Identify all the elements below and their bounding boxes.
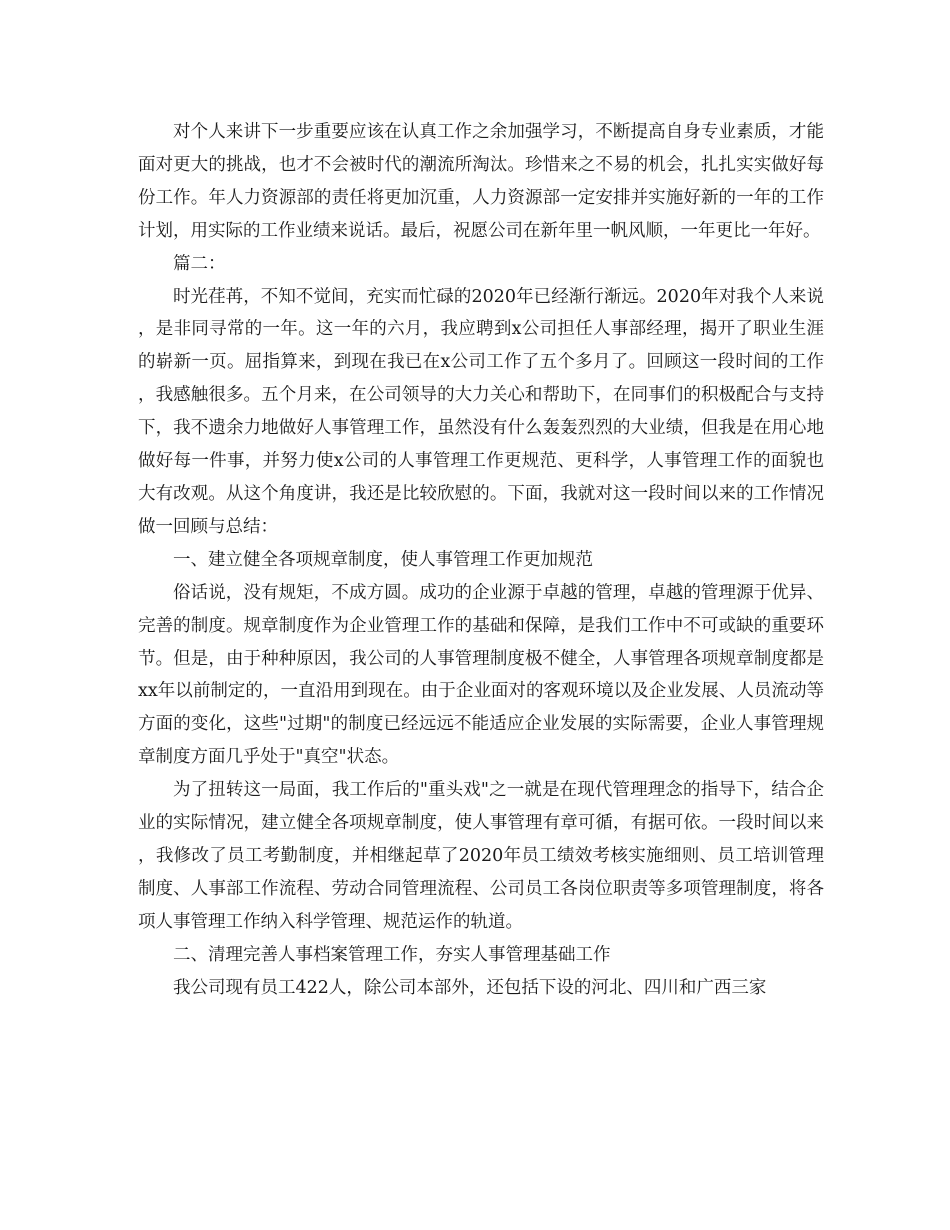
paragraph-staff-count: 我公司现有员工422人，除公司本部外，还包括下设的河北、四川和广西三家 — [173, 977, 767, 998]
heading-section-one: 一、建立健全各项规章制度，使人事管理工作更加规范 — [173, 549, 593, 570]
paragraph-rules-actions: 为了扭转这一局面，我工作后的"重头戏"之一就是在现代管理理念的指导下，结合企业的实际情况，建立健全各项规章制度，使人事管理有章可循，有据可依。一段时间以来，我修改了员工考勤制度，并相继起草了2020年员工绩效考核实施细则、员工培训管理制度、人事部工作流程、劳动合同管理流程、公司员工各岗位职责等多项管理制度，将各项人事管理工作纳入科学管理、规范运作的轨道。 — [138, 780, 824, 932]
section-label-part-two: 篇二： — [173, 253, 226, 274]
heading-section-two: 二、清理完善人事档案管理工作，夯实人事管理基础工作 — [173, 944, 611, 965]
paragraph-rules-background: 俗话说，没有规矩，不成方圆。成功的企业源于卓越的管理，卓越的管理源于优异、完善的制度。规章制度作为企业管理工作的基础和保障，是我们工作中不可或缺的重要环节。但是，由于种种原因，我公司的人事管理制度极不健全，人事管理各项规章制度都是xx年以前制定的，一直沿用到现在。由于企业面对的客观环境以及企业发展、人员流动等方面的变化，这些"过期"的制度已经远远不能适应企业发展的实际需要，企业人事管理规章制度方面几乎处于"真空"状态。 — [138, 582, 824, 768]
paragraph-closing: 对个人来讲下一步重要应该在认真工作之余加强学习，不断提高自身专业素质，才能面对更大的挑战，也才不会被时代的潮流所淘汰。珍惜来之不易的机会，扎扎实实做好每份工作。年人力资源部的责任将更加沉重，人力资源部一定安排并实施好新的一年的工作计划，用实际的工作业绩来说话。最后，祝愿公司在新年里一帆风顺，一年更比一年好。 — [138, 122, 824, 241]
paragraph-intro: 时光荏苒，不知不觉间，充实而忙碌的2020年已经渐行渐远。2020年对我个人来说，是非同寻常的一年。这一年的六月，我应聘到x公司担任人事部经理，揭开了职业生涯的崭新一页。屈指算来，到现在我已在x公司工作了五个多月了。回顾这一段时间的工作，我感触很多。五个月来，在公司领导的大力关心和帮助下，在同事们的积极配合与支持下，我不遗余力地做好人事管理工作，虽然没有什么轰轰烈烈的大业绩，但我是在用心地做好每一件事，并努力使x公司的人事管理工作更规范、更科学，人事管理工作的面貌也大有改观。从这个角度讲，我还是比较欣慰的。下面，我就对这一段时间以来的工作情况做一回顾与总结： — [138, 286, 824, 537]
document-body — [138, 116, 824, 1004]
